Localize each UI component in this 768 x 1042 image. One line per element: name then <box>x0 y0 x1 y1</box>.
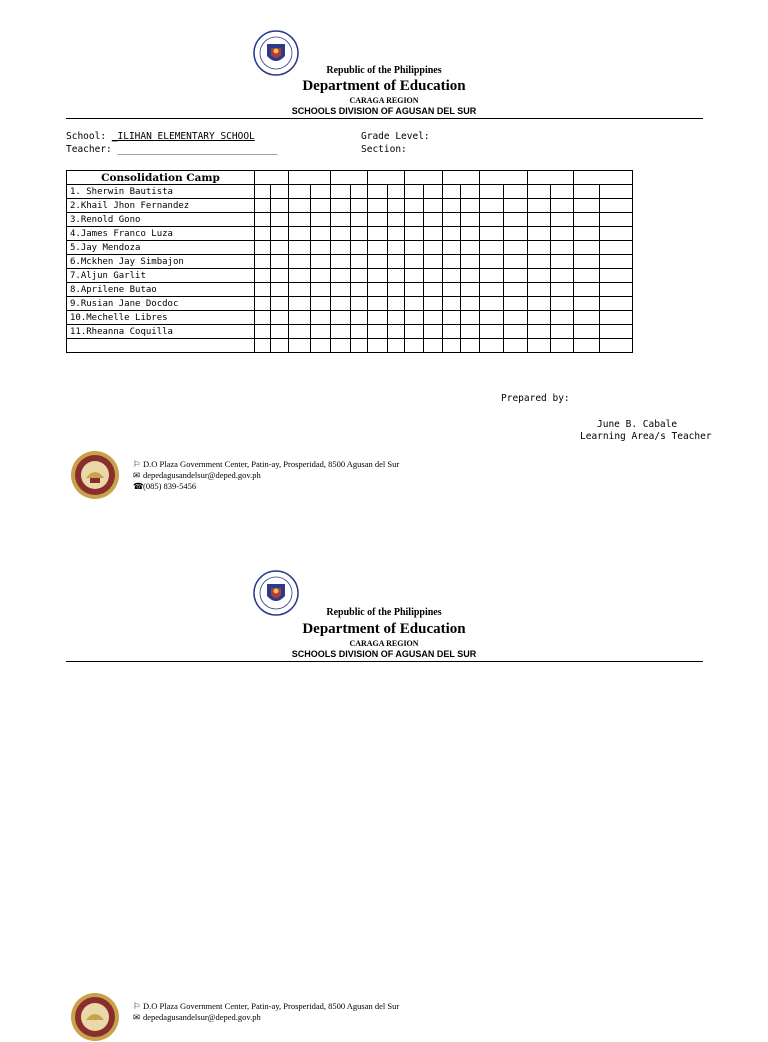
table-cell <box>600 199 633 213</box>
table-cell <box>480 339 504 353</box>
table-cell <box>574 311 600 325</box>
footer-contact <box>133 1001 399 1023</box>
table-cell <box>271 227 289 241</box>
table-cell <box>528 311 551 325</box>
table-cell <box>528 199 551 213</box>
table-cell <box>368 227 388 241</box>
table-cell <box>331 269 351 283</box>
table-cell <box>480 185 504 199</box>
table-cell <box>574 255 600 269</box>
table-cell <box>551 311 574 325</box>
table-cell <box>424 283 443 297</box>
table-cell <box>331 283 351 297</box>
table-cell <box>551 199 574 213</box>
table-cell <box>311 241 331 255</box>
table-cell <box>424 325 443 339</box>
consolidation-table <box>66 170 633 353</box>
table-cell <box>480 227 504 241</box>
table-cell <box>255 227 271 241</box>
table-cell <box>574 171 633 185</box>
table-cell <box>574 227 600 241</box>
table-cell <box>388 283 405 297</box>
table-cell <box>311 185 331 199</box>
table-cell <box>504 241 528 255</box>
table-cell <box>461 297 480 311</box>
teacher-label: Teacher: <box>66 144 112 155</box>
flag-icon: ⚐ <box>133 1001 141 1011</box>
table-cell <box>351 227 368 241</box>
table-cell <box>424 199 443 213</box>
table-cell <box>424 255 443 269</box>
table-cell <box>480 213 504 227</box>
table-cell <box>480 255 504 269</box>
table-cell <box>528 171 574 185</box>
envelope-icon: ✉ <box>133 470 141 480</box>
table-cell <box>461 339 480 353</box>
table-cell <box>405 171 443 185</box>
table-cell <box>528 269 551 283</box>
table-cell <box>351 339 368 353</box>
table-cell <box>331 199 351 213</box>
header-divider <box>66 118 703 119</box>
table-cell <box>388 269 405 283</box>
table-cell <box>528 339 551 353</box>
table-cell <box>289 241 311 255</box>
table-cell <box>600 227 633 241</box>
school-label: School: <box>66 131 107 142</box>
table-cell <box>551 255 574 269</box>
phone-line: ☎(085) 839-5456 <box>133 481 197 491</box>
table-cell <box>388 227 405 241</box>
table-cell <box>368 297 388 311</box>
table-cell <box>443 171 480 185</box>
table-cell <box>255 297 271 311</box>
table-cell <box>289 269 311 283</box>
table-cell <box>443 311 461 325</box>
header-divider <box>66 661 703 662</box>
table-cell <box>504 325 528 339</box>
table-cell <box>574 339 600 353</box>
table-row <box>67 227 633 241</box>
table-cell <box>255 241 271 255</box>
table-cell <box>289 213 311 227</box>
table-cell <box>528 297 551 311</box>
table-cell <box>600 255 633 269</box>
table-cell <box>388 255 405 269</box>
table-cell <box>311 199 331 213</box>
table-cell <box>311 213 331 227</box>
table-cell <box>271 213 289 227</box>
table-cell <box>461 311 480 325</box>
table-cell <box>368 339 388 353</box>
table-cell <box>480 241 504 255</box>
table-cell <box>443 185 461 199</box>
table-row <box>67 213 633 227</box>
table-cell <box>551 283 574 297</box>
student-name: 7.Aljun Garlit <box>67 269 255 283</box>
table-cell <box>388 185 405 199</box>
table-cell <box>351 255 368 269</box>
student-name: 10.Mechelle Libres <box>67 311 255 325</box>
table-title: Consolidation Camp <box>67 171 255 185</box>
school-field <box>66 131 255 142</box>
table-cell <box>331 325 351 339</box>
table-cell <box>480 311 504 325</box>
table-cell <box>331 297 351 311</box>
table-row <box>67 255 633 269</box>
table-cell <box>480 297 504 311</box>
teacher-value: ____________________________ <box>117 144 278 155</box>
table-cell <box>600 241 633 255</box>
table-cell <box>351 185 368 199</box>
table-cell <box>480 283 504 297</box>
table-cell <box>504 227 528 241</box>
table-cell <box>600 311 633 325</box>
table-cell <box>368 241 388 255</box>
table-cell <box>574 325 600 339</box>
table-cell <box>424 185 443 199</box>
table-cell <box>504 297 528 311</box>
table-row <box>67 297 633 311</box>
table-cell <box>255 325 271 339</box>
table-cell <box>368 283 388 297</box>
table-cell <box>504 311 528 325</box>
table-cell <box>351 269 368 283</box>
table-cell <box>574 185 600 199</box>
table-cell <box>574 297 600 311</box>
table-cell <box>405 241 424 255</box>
student-name: 11.Rheanna Coquilla <box>67 325 255 339</box>
table-header-row <box>67 171 633 185</box>
table-cell <box>405 185 424 199</box>
table-cell <box>255 269 271 283</box>
table-cell <box>388 339 405 353</box>
section-label: Section: <box>361 144 407 155</box>
table-cell <box>528 185 551 199</box>
table-cell <box>461 269 480 283</box>
table-cell <box>368 213 388 227</box>
flag-icon: ⚐ <box>133 459 141 469</box>
table-cell <box>551 297 574 311</box>
table-cell <box>405 213 424 227</box>
phone-icon: ☎ <box>133 481 144 491</box>
table-cell <box>289 185 311 199</box>
table-cell <box>368 171 405 185</box>
table-cell <box>388 241 405 255</box>
table-cell <box>405 325 424 339</box>
department-title: Department of Education <box>302 78 466 94</box>
table-row <box>67 325 633 339</box>
table-cell <box>368 199 388 213</box>
table-cell <box>461 213 480 227</box>
table-cell <box>351 199 368 213</box>
table-cell <box>388 297 405 311</box>
table-cell <box>600 269 633 283</box>
table-cell <box>331 241 351 255</box>
table-cell <box>405 297 424 311</box>
table-cell <box>443 227 461 241</box>
table-cell <box>289 255 311 269</box>
table-cell <box>528 241 551 255</box>
table-cell <box>480 269 504 283</box>
table-cell <box>600 339 633 353</box>
region-text: CARAGA REGION <box>349 639 419 648</box>
table-cell <box>504 199 528 213</box>
table-cell <box>289 199 311 213</box>
table-row <box>67 269 633 283</box>
table-cell <box>461 199 480 213</box>
table-cell <box>368 185 388 199</box>
table-cell <box>461 185 480 199</box>
department-title: Department of Education <box>302 621 466 637</box>
table-cell <box>255 185 271 199</box>
table-cell <box>551 339 574 353</box>
division-seal-icon <box>70 992 120 1042</box>
table-cell <box>351 311 368 325</box>
table-cell <box>405 339 424 353</box>
student-name: 5.Jay Mendoza <box>67 241 255 255</box>
table-cell <box>405 227 424 241</box>
table-cell <box>289 227 311 241</box>
student-name: 2.Khail Jhon Fernandez <box>67 199 255 213</box>
teacher-signature-role: Learning Area/s Teacher <box>580 431 712 442</box>
table-row <box>67 199 633 213</box>
table-cell <box>368 255 388 269</box>
table-cell <box>574 269 600 283</box>
address-line: ⚐ D.O Plaza Government Center, Patin-ay, Prosperidad, 8500 Agusan del Sur <box>133 459 400 469</box>
teacher-signature-name: June B. Cabale <box>597 419 678 430</box>
table-cell <box>504 255 528 269</box>
table-cell <box>443 339 461 353</box>
table-cell <box>443 199 461 213</box>
table-cell <box>461 283 480 297</box>
table-cell <box>255 311 271 325</box>
school-value: _ILIHAN ELEMENTARY SCHOOL <box>111 131 255 142</box>
table-cell <box>551 213 574 227</box>
table-cell <box>271 269 289 283</box>
table-row <box>67 241 633 255</box>
table-cell <box>388 311 405 325</box>
table-cell <box>271 241 289 255</box>
division-seal-icon <box>70 450 120 500</box>
table-cell <box>600 297 633 311</box>
table-cell <box>424 339 443 353</box>
table-cell <box>289 297 311 311</box>
table-cell <box>461 227 480 241</box>
table-cell <box>351 213 368 227</box>
email-line: ✉ depedagusandelsur@deped.gov.ph <box>133 470 261 480</box>
table-cell <box>405 199 424 213</box>
table-cell <box>480 171 528 185</box>
table-cell <box>351 325 368 339</box>
student-name: 4.James Franco Luza <box>67 227 255 241</box>
table-cell <box>551 227 574 241</box>
table-cell <box>311 227 331 241</box>
table-cell <box>289 339 311 353</box>
table-cell <box>504 283 528 297</box>
table-cell <box>255 213 271 227</box>
table-cell <box>551 185 574 199</box>
table-cell <box>351 297 368 311</box>
table-cell <box>424 269 443 283</box>
table-cell <box>443 241 461 255</box>
table-cell <box>289 283 311 297</box>
table-cell <box>388 199 405 213</box>
table-cell <box>461 241 480 255</box>
table-cell <box>443 297 461 311</box>
table-cell <box>405 269 424 283</box>
table-cell <box>311 325 331 339</box>
table-cell <box>480 325 504 339</box>
table-cell <box>311 283 331 297</box>
division-text: SCHOOLS DIVISION OF AGUSAN DEL SUR <box>291 649 477 659</box>
table-cell <box>528 213 551 227</box>
table-cell <box>271 255 289 269</box>
table-cell <box>271 283 289 297</box>
table-cell <box>424 297 443 311</box>
table-cell <box>289 311 311 325</box>
table-cell <box>504 269 528 283</box>
grade-level-label: Grade Level: <box>361 131 430 142</box>
table-cell <box>405 283 424 297</box>
envelope-icon: ✉ <box>133 1012 141 1022</box>
table-cell <box>255 283 271 297</box>
table-cell <box>331 213 351 227</box>
table-cell <box>311 297 331 311</box>
footer-contact <box>133 459 399 492</box>
student-name: 6.Mckhen Jay Simbajon <box>67 255 255 269</box>
table-cell <box>600 185 633 199</box>
table-cell <box>271 185 289 199</box>
table-row <box>67 339 633 353</box>
table-cell <box>255 255 271 269</box>
table-cell <box>331 339 351 353</box>
table-cell <box>368 269 388 283</box>
table-cell <box>311 311 331 325</box>
table-cell <box>311 339 331 353</box>
table-cell <box>574 241 600 255</box>
table-cell <box>331 255 351 269</box>
table-cell <box>351 283 368 297</box>
table-cell <box>551 269 574 283</box>
table-cell <box>600 283 633 297</box>
table-cell <box>443 325 461 339</box>
table-cell <box>461 325 480 339</box>
table-cell <box>424 311 443 325</box>
table-cell <box>528 325 551 339</box>
table-cell <box>388 325 405 339</box>
table-cell <box>504 213 528 227</box>
table-cell <box>504 339 528 353</box>
table-cell <box>289 325 311 339</box>
table-cell <box>600 213 633 227</box>
table-cell <box>311 255 331 269</box>
table-cell <box>424 227 443 241</box>
prepared-by-label: Prepared by: <box>501 393 570 404</box>
table-cell <box>574 213 600 227</box>
table-cell <box>311 269 331 283</box>
table-cell <box>551 325 574 339</box>
division-text: SCHOOLS DIVISION OF AGUSAN DEL SUR <box>291 106 477 116</box>
table-cell <box>255 171 289 185</box>
table-cell <box>574 283 600 297</box>
table-cell <box>600 325 633 339</box>
table-cell <box>443 213 461 227</box>
table-cell <box>331 185 351 199</box>
table-cell <box>461 255 480 269</box>
table-cell <box>405 255 424 269</box>
table-cell <box>271 339 289 353</box>
email-line: ✉ depedagusandelsur@deped.gov.ph <box>133 1012 261 1022</box>
republic-text: Republic of the Philippines <box>326 65 442 76</box>
republic-text: Republic of the Philippines <box>326 607 442 618</box>
table-cell <box>255 339 271 353</box>
table-cell <box>480 199 504 213</box>
table-cell <box>271 325 289 339</box>
table-cell <box>368 325 388 339</box>
table-cell <box>289 171 331 185</box>
table-cell <box>424 241 443 255</box>
table-cell <box>331 227 351 241</box>
table-cell <box>424 213 443 227</box>
table-cell <box>574 199 600 213</box>
student-name: 1. Sherwin Bautista <box>67 185 255 199</box>
table-cell <box>331 311 351 325</box>
table-row <box>67 311 633 325</box>
student-name: 3.Renold Gono <box>67 213 255 227</box>
table-cell <box>351 241 368 255</box>
region-text: CARAGA REGION <box>349 96 419 105</box>
table-cell <box>528 255 551 269</box>
table-cell <box>271 311 289 325</box>
table-cell <box>528 283 551 297</box>
student-name: 8.Aprilene Butao <box>67 283 255 297</box>
table-cell <box>271 199 289 213</box>
table-cell <box>443 283 461 297</box>
table-row <box>67 185 633 199</box>
table-cell <box>504 185 528 199</box>
table-cell <box>255 199 271 213</box>
table-cell <box>331 171 368 185</box>
table-cell <box>443 269 461 283</box>
table-row <box>67 283 633 297</box>
table-cell <box>368 311 388 325</box>
table-cell <box>551 241 574 255</box>
table-cell <box>443 255 461 269</box>
table-cell <box>271 297 289 311</box>
student-name: 9.Rusian Jane Docdoc <box>67 297 255 311</box>
table-cell <box>388 213 405 227</box>
table-cell <box>405 311 424 325</box>
teacher-field <box>66 144 278 155</box>
table-cell <box>528 227 551 241</box>
student-name <box>67 339 255 353</box>
address-line: ⚐ D.O Plaza Government Center, Patin-ay, Prosperidad, 8500 Agusan del Sur <box>133 1001 400 1011</box>
student-rows <box>67 185 633 353</box>
